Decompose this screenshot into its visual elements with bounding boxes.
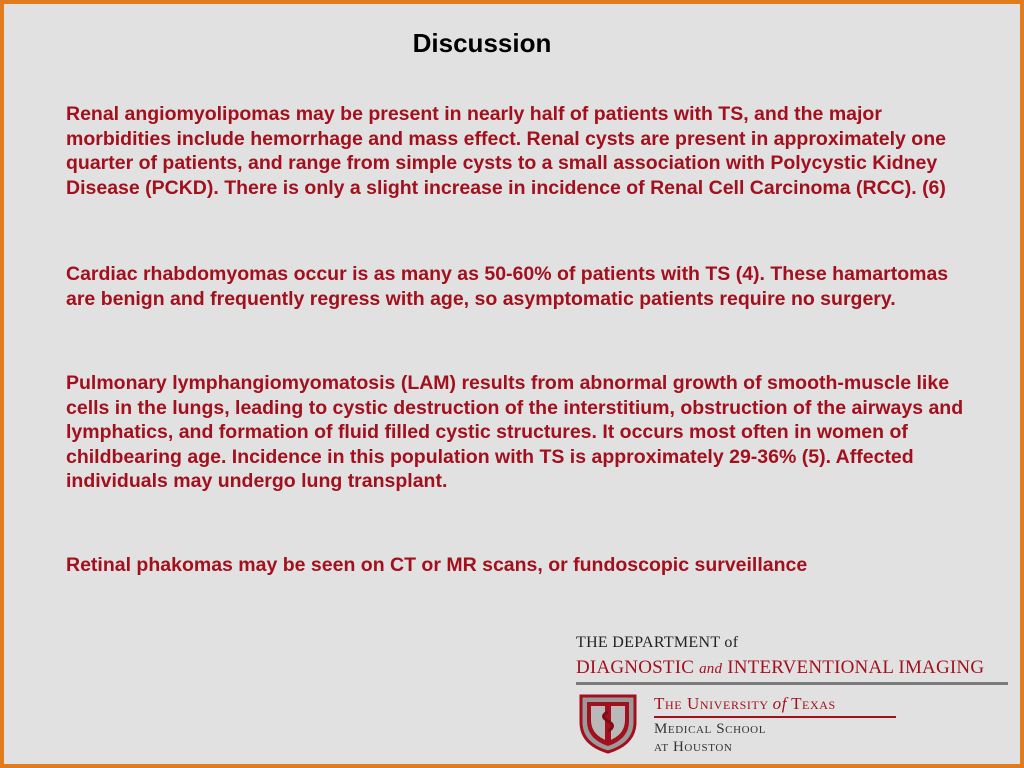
institution-logo (574, 632, 1014, 762)
department-name-and: and (699, 661, 723, 677)
department-name-part1: DIAGNOSTIC (576, 657, 695, 678)
medical-school: Medical School (654, 721, 767, 737)
department-heading: THE DEPARTMENT of (576, 634, 739, 651)
paragraph-pulmonary: Pulmonary lymphangiomyomatosis (LAM) results from abnormal growth of smooth-muscle like cells in the lungs, leading to cystic destruction of the interstitium, obstruction of the airways and lymphatics, and formation of fluid filled cystic structures. It occurs most often in women of childbearing age. Incidence in this population with TS is approximately 29-36% (5). Affected individuals may undergo lung transplant. (66, 372, 964, 492)
ut-seal-icon (577, 692, 639, 754)
divider (576, 682, 1008, 685)
paragraph-renal: Renal angiomyolipomas may be present in nearly half of patients with TS, and the major morbidities include hemorrhage and mass effect. Renal cysts are present in approximately one quarter of patients, and range from simple cysts to a small association with Polycystic Kidney Disease (PCKD). There is only a slight increase in incidence of Renal Cell Carcinoma (RCC). (6) (66, 103, 946, 199)
department-name (576, 657, 984, 679)
paragraph-retinal: Retinal phakomas may be seen on CT or MR scans, or fundoscopic surveillance (66, 554, 808, 576)
paragraph-cardiac: Cardiac rhabdomyomas occur is as many as 50-60% of patients with TS (4). These hamartomas are benign and frequently regress with age, so asymptomatic patients require no surgery. (66, 263, 949, 310)
university-name-part1: The University (654, 694, 769, 713)
university-name-of: of (772, 694, 788, 713)
campus-location: at Houston (654, 739, 733, 755)
slide-title: Discussion (412, 28, 552, 58)
university-name (654, 694, 836, 714)
university-name-part2: Texas (791, 694, 836, 713)
university-rule (654, 716, 896, 718)
department-name-part2: INTERVENTIONAL IMAGING (727, 657, 985, 678)
